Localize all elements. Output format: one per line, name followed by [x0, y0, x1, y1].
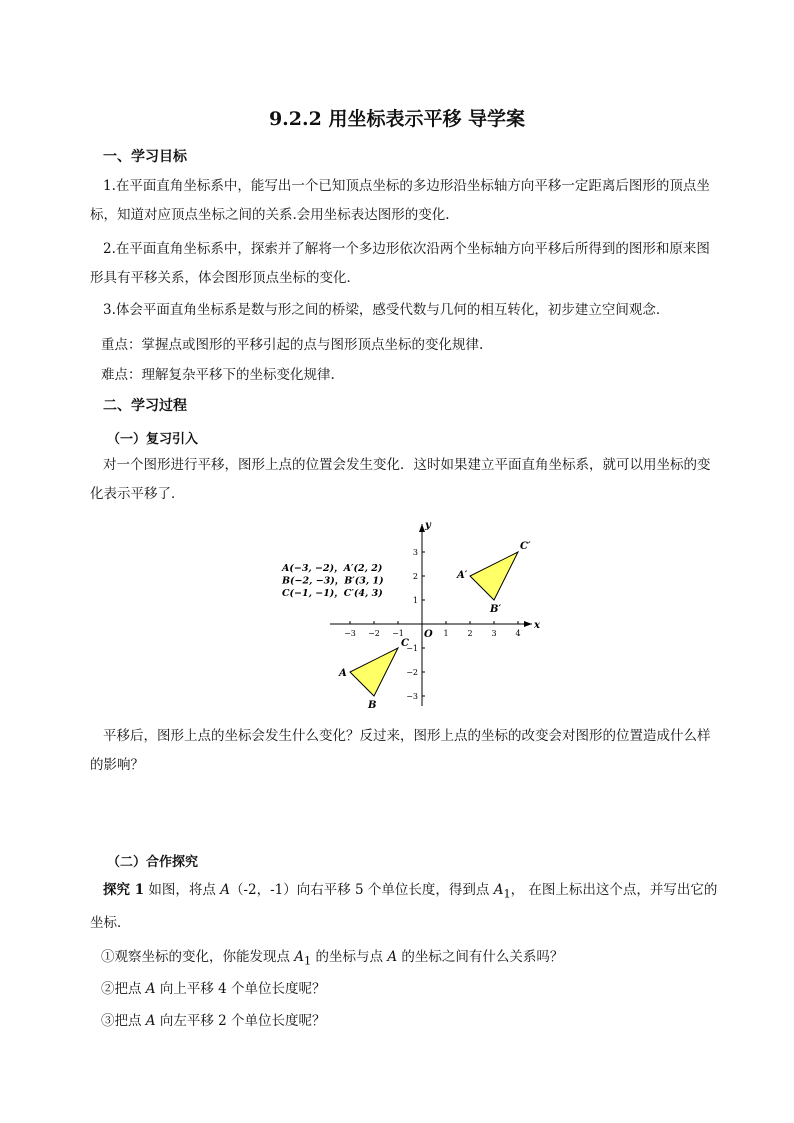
coordinate-legend-line: C(−1, −1)，C′(4, 3) [282, 588, 383, 599]
explore-label: 探究 1 [103, 882, 145, 898]
coordinate-legend-line: B(−2, −3)，B′(3, 1) [282, 575, 384, 587]
q1-subscript: 1 [304, 954, 312, 968]
point-a1: A [493, 882, 504, 898]
point-a: A [220, 882, 230, 898]
q3-text-b: 向左平移 2 个单位长度呢？ [155, 1013, 326, 1029]
triangle-abc-vertex-label: A [339, 668, 347, 679]
subsection-heading-explore: （二）合作探究 [107, 855, 199, 870]
y-tick-label: 3 [412, 548, 418, 557]
subsection-heading-review: （一）复习引入 [107, 432, 199, 447]
objective-3: 3.体会平面直角坐标系是数与形之间的桥梁，感受代数与几何的相互转化，初步建立空间观念． [103, 302, 670, 318]
question-3 [101, 1009, 326, 1029]
x-tick-label: 3 [491, 629, 497, 638]
x-axis-arrow [524, 621, 532, 627]
y-tick-label: −3 [406, 692, 418, 701]
q1-point-a: A [387, 949, 398, 965]
explore-text-a: 如图，将点 [144, 882, 221, 898]
x-tick-label: 1 [443, 629, 449, 638]
question-1 [101, 945, 563, 968]
explore-text-c: ， 在图上标出这个点，并写出它的坐标． [90, 882, 718, 931]
objective-2: 2.在平面直角坐标系中，探索并了解将一个多边形依次沿两个坐标轴方向平移后所得到的图形和原来图形具有平移关系，体会图形顶点坐标的变化． [90, 241, 710, 286]
y-tick-label: −2 [406, 668, 418, 677]
page-title: 9.2.2 用坐标表示平移 导学案 [268, 108, 526, 130]
q2-text-b: 向上平移 4 个单位长度呢？ [155, 981, 326, 997]
x-tick-label: 2 [467, 629, 473, 638]
x-tick-label: −3 [344, 629, 356, 638]
triangle-abc-image-vertex-label: A′ [457, 570, 468, 581]
question-2 [101, 977, 326, 997]
coordinate-figure [278, 516, 548, 712]
q3-point-a: A [145, 1013, 156, 1029]
section-heading-process: 二、学习过程 [103, 398, 187, 414]
key-point: 重点：掌握点或图形的平移引起的点与图形顶点坐标的变化规律. [101, 337, 484, 353]
question-paragraph: 平移后，图形上点的坐标会发生什么变化？反过来，图形上点的坐标的改变会对图形的位置造成什么样的影响？ [90, 728, 711, 773]
triangle-abc-image-vertex-label: B′ [490, 604, 502, 615]
q1-text-c: 的坐标之间有什么关系吗？ [397, 949, 564, 965]
x-axis-label: x [534, 620, 540, 631]
intro-paragraph: 对一个图形进行平移，图形上点的位置会发生变化．这时如果建立平面直角坐标系，就可以用坐标的变化表示平移了． [90, 457, 711, 502]
x-tick-label: −1 [392, 629, 404, 638]
q1-point-a1: A [294, 949, 305, 965]
point-a1-subscript: 1 [503, 887, 511, 901]
triangle-abc-image-vertex-label: C′ [520, 541, 531, 552]
explore-1-paragraph [90, 876, 720, 938]
triangle-abc [350, 648, 398, 696]
x-tick-label: −2 [368, 629, 380, 638]
triangle-abc-vertex-label: C [401, 638, 409, 649]
difficulty: 难点：理解复杂平移下的坐标变化规律. [101, 367, 335, 383]
y-tick-label: −1 [406, 644, 418, 653]
triangle-abc-image [470, 552, 518, 600]
q2-text-a: ②把点 [101, 981, 146, 997]
y-tick-label: 2 [412, 572, 418, 581]
q3-text-a: ③把点 [101, 1013, 146, 1029]
q1-text-a: ①观察坐标的变化，你能发现点 [101, 949, 295, 965]
q2-point-a: A [145, 981, 156, 997]
y-axis-label: y [425, 520, 431, 531]
section-heading-objectives: 一、学习目标 [103, 149, 187, 165]
objective-1: 1.在平面直角坐标系中，能写出一个已知顶点坐标的多边形沿坐标轴方向平移一定距离后图形的顶点坐标，知道对应顶点坐标之间的关系.会用坐标表达图形的变化. [90, 178, 710, 223]
origin-label: O [424, 629, 433, 640]
coordinate-legend-line: A(−3, −2)，A′(2, 2) [282, 563, 383, 574]
triangle-abc-vertex-label: B [368, 700, 377, 711]
q1-text-b: 的坐标与点 [311, 949, 388, 965]
explore-text-b: （-2，-1）向右平移 5 个单位长度，得到点 [229, 882, 494, 898]
x-tick-label: 4 [515, 629, 521, 638]
y-tick-label: 1 [412, 596, 418, 605]
